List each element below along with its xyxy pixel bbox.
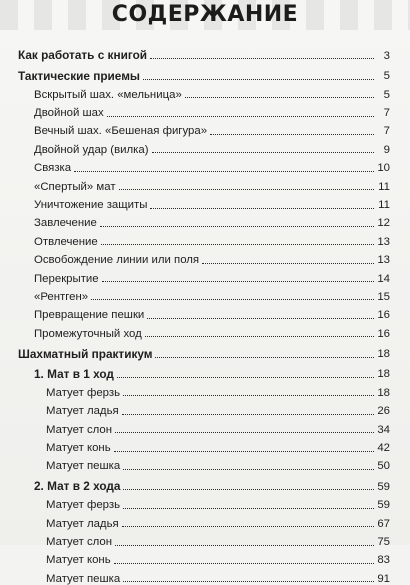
toc-entry [18,193,390,211]
toc-entry-page-number: 59 [377,480,390,493]
dot-leader [119,189,374,190]
toc-entry-label: Как работать с книгой [18,48,148,63]
toc-entry-page-number: 15 [377,290,390,303]
toc-entry-page-number: 26 [377,405,390,418]
dot-leader [202,263,374,264]
toc-entry-label: Матует конь [46,554,111,567]
dot-leader [102,281,374,282]
dot-leader [122,414,374,415]
toc-entry-label: Матует слон [46,423,113,436]
dot-leader [123,395,374,396]
toc-entry-page-number: 16 [377,327,390,340]
table-of-contents [18,44,390,585]
dot-leader [155,357,374,358]
toc-entry-label: 2. Мат в 2 хода [34,479,121,494]
toc-entry-page-number: 12 [377,217,390,230]
dot-leader [115,432,374,433]
toc-entry [18,342,390,360]
toc-entry [18,322,390,340]
toc-entry [18,267,390,285]
toc-entry-page-number: 3 [383,49,390,62]
dot-leader [101,244,374,245]
toc-entry [18,120,390,138]
toc-entry-label: Двойной шах [34,107,104,120]
toc-entry-label: Двойной удар (вилка) [34,143,149,156]
dot-leader [122,526,374,527]
toc-entry [18,475,390,493]
toc-entry-label: Вечный шах. «Бешеная фигура» [34,125,208,138]
dot-leader [123,489,374,490]
toc-entry-page-number: 14 [377,272,390,285]
toc-entry-page-number: 59 [377,499,390,512]
dot-leader [117,377,374,378]
dot-leader [150,58,374,59]
toc-entry [18,549,390,567]
dot-leader [114,563,374,564]
toc-entry-label: «Рентген» [34,290,89,303]
toc-entry [18,303,390,321]
toc-entry-label: Матует ферзь [46,386,121,399]
toc-entry-label: «Спертый» мат [34,180,116,193]
toc-entry-page-number: 75 [377,536,390,548]
toc-entry-page-number: 10 [377,162,390,175]
toc-entry-page-number: 67 [377,517,390,530]
toc-entry-label: Матует пешка [46,460,121,473]
toc-entry-page-number: 9 [383,143,390,156]
toc-entry-page-number: 16 [377,309,390,322]
toc-entry-page-number: 91 [377,572,390,585]
dot-leader [74,171,374,172]
page-title: СОДЕРЖАНИЕ [111,2,299,27]
toc-entry [18,156,390,174]
toc-entry [18,248,390,266]
toc-entry [18,512,390,530]
toc-entry-label: Матует пешка [46,572,121,585]
dot-leader [114,451,374,452]
toc-entry-label: Освобождение линии или поля [34,254,200,267]
toc-entry-page-number: 5 [383,70,390,83]
toc-entry-label: Перекрытие [34,272,99,285]
toc-entry [18,175,390,193]
toc-entry [18,567,390,585]
toc-entry [18,101,390,119]
dot-leader [123,581,374,582]
toc-entry-label: Матует ладья [46,517,119,530]
toc-entry-label: Связка [34,162,72,175]
toc-entry-page-number: 83 [377,554,390,567]
dot-leader [123,508,374,509]
toc-entry [18,83,390,101]
dot-leader [91,299,374,300]
toc-entry-page-number: 50 [377,460,390,473]
toc-entry [18,530,390,548]
toc-entry-page-number: 11 [378,198,390,211]
dot-leader [152,152,374,153]
toc-entry-page-number: 7 [383,125,390,138]
dot-leader [100,226,374,227]
dot-leader [123,469,374,470]
dot-leader [145,336,374,337]
dot-leader [147,318,374,319]
dot-leader [107,116,374,117]
dot-leader [185,97,374,98]
toc-entry-label: Завлечение [34,217,97,230]
toc-entry [18,381,390,399]
toc-entry [18,455,390,473]
dot-leader [143,79,374,80]
toc-entry-page-number: 34 [377,423,390,436]
toc-entry-page-number: 5 [383,88,390,101]
toc-entry-page-number: 7 [383,107,390,120]
toc-entry [18,363,390,381]
toc-entry-page-number: 42 [377,442,390,455]
toc-entry-page-number: 18 [377,386,390,399]
toc-entry [18,493,390,511]
toc-entry-label: Матует слон [46,536,113,548]
toc-entry-label: Превращение пешки [34,309,145,322]
toc-entry-page-number: 18 [377,368,390,381]
toc-entry-label: Уничтожение защиты [34,198,148,211]
toc-entry-page-number: 18 [377,348,390,361]
toc-entry [18,418,390,436]
toc-entry [18,399,390,417]
toc-entry-page-number: 13 [377,254,390,267]
toc-entry-label: Матует конь [46,442,111,455]
toc-entry [18,436,390,454]
dot-leader [210,134,374,135]
toc-entry [18,212,390,230]
toc-entry-label: Тактические приемы [18,68,141,83]
toc-entry [18,138,390,156]
toc-entry-label: Шахматный практикум [18,346,153,361]
toc-entry [18,44,390,62]
toc-entry-page-number: 13 [377,235,390,248]
toc-entry-label: 1. Мат в 1 ход [34,367,114,382]
dot-leader [150,208,374,209]
toc-entry-label: Промежуточный ход [34,327,142,340]
toc-entry-label: Матует ладья [46,405,119,418]
toc-entry [18,64,390,82]
toc-entry-label: Вскрытый шах. «мельница» [34,88,182,101]
toc-entry-page-number: 11 [378,180,390,193]
toc-entry [18,285,390,303]
toc-entry [18,230,390,248]
toc-entry-label: Отвлечение [34,235,98,248]
toc-entry-label: Матует ферзь [46,499,121,512]
